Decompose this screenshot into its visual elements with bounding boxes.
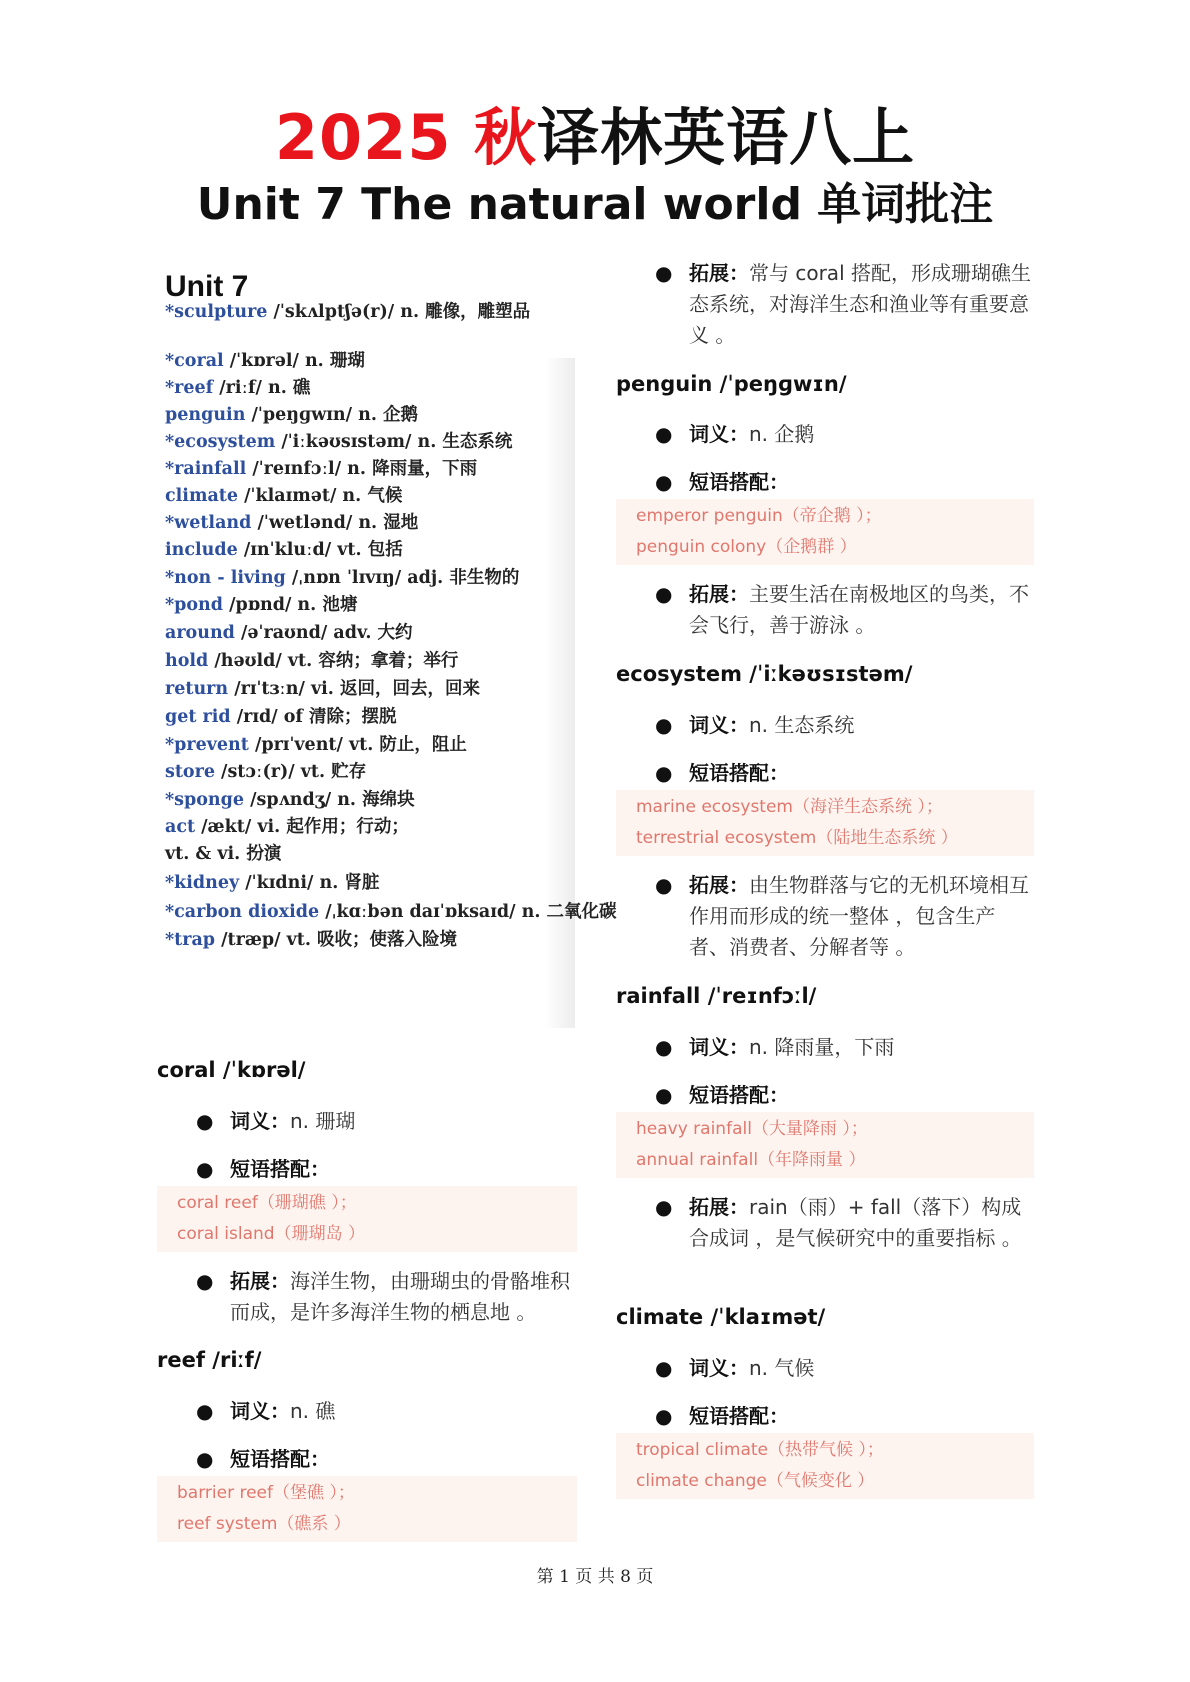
bullet-icon: ● bbox=[655, 873, 673, 897]
phrase: reef system（礁系 ） bbox=[177, 1514, 351, 1534]
meaning-reef: ● 词义：n. 礁 bbox=[230, 1396, 580, 1427]
scan-line: penguin /ˈpeŋɡwɪn/ n. 企鹅 bbox=[165, 405, 419, 425]
phrases-box-climate bbox=[616, 1433, 1034, 1499]
title-red-part: 2025 秋 bbox=[274, 101, 538, 174]
bullet-icon: ● bbox=[655, 761, 673, 785]
entry-head-rainfall: rainfall /ˈreɪnfɔːl/ bbox=[616, 984, 817, 1008]
phrases-box-reef bbox=[157, 1476, 577, 1542]
bullet-icon: ● bbox=[655, 582, 673, 606]
bullet-icon: ● bbox=[196, 1447, 214, 1471]
extend-ecosystem: ● 拓展：由生物群落与它的无机环境相互作用而形成的统一整体 ，包含生产者、消费者、分解者等 。 bbox=[689, 870, 1034, 963]
page-title bbox=[0, 88, 1190, 177]
bullet-icon: ● bbox=[655, 1404, 673, 1428]
phrases-label-penguin: ● 短语搭配： bbox=[689, 467, 1034, 498]
scan-line: *pond /pɒnd/ n. 池塘 bbox=[165, 595, 358, 615]
phrase: terrestrial ecosystem（陆地生态系统 ） bbox=[636, 828, 958, 848]
phrases-box-ecosystem bbox=[616, 790, 1034, 856]
bullet-icon: ● bbox=[196, 1157, 214, 1181]
phrases-label-coral: ● 短语搭配： bbox=[230, 1154, 580, 1185]
phrase: penguin colony（企鹅群 ） bbox=[636, 537, 857, 557]
entry-head-climate: climate /ˈklaɪmət/ bbox=[616, 1305, 826, 1329]
scan-line: around /əˈraʊnd/ adv. 大约 bbox=[165, 623, 413, 643]
scan-title: Unit 7 bbox=[165, 270, 249, 303]
phrases-label-reef: ● 短语搭配： bbox=[230, 1444, 580, 1475]
phrases-label-ecosystem: ● 短语搭配： bbox=[689, 758, 1034, 789]
page-subtitle: Unit 7 The natural world 单词批注 bbox=[196, 179, 994, 230]
phrases-box-penguin bbox=[616, 499, 1034, 565]
phrase: barrier reef（堡礁 ）； bbox=[177, 1483, 355, 1503]
scan-line: return /rɪˈtɜːn/ vi. 返回，回去，回来 bbox=[165, 679, 480, 699]
scan-line: store /stɔː(r)/ vt. 贮存 bbox=[165, 762, 367, 782]
bullet-icon: ● bbox=[196, 1109, 214, 1133]
extend-coral: ● 拓展：海洋生物，由珊瑚虫的骨骼堆积而成，是许多海洋生物的栖息地 。 bbox=[230, 1266, 580, 1328]
phrase: climate change（气候变化 ） bbox=[636, 1471, 875, 1491]
phrase: tropical climate（热带气候 ）； bbox=[636, 1440, 884, 1460]
bullet-icon: ● bbox=[655, 470, 673, 494]
scan-line: get rid /rɪd/ of 清除；摆脱 bbox=[165, 707, 397, 727]
phrases-box-rainfall bbox=[616, 1112, 1034, 1178]
scan-line: climate /ˈklaɪmət/ n. 气候 bbox=[165, 486, 403, 506]
scan-line: *reef /riːf/ n. 礁 bbox=[165, 378, 311, 398]
scan-line: *rainfall /ˈreɪnfɔːl/ n. 降雨量，下雨 bbox=[165, 459, 478, 479]
vocab-list-image bbox=[155, 258, 617, 1028]
bullet-icon: ● bbox=[655, 1356, 673, 1380]
entry-head-ecosystem: ecosystem /ˈiːkəʊsɪstəm/ bbox=[616, 662, 913, 686]
entry-head-coral: coral /ˈkɒrəl/ bbox=[157, 1058, 306, 1082]
meaning-climate: ● 词义：n. 气候 bbox=[689, 1353, 1034, 1384]
scan-line: *ecosystem /ˈiːkəʊsɪstəm/ n. 生态系统 bbox=[165, 432, 513, 452]
phrases-box-coral bbox=[157, 1186, 577, 1252]
phrase: emperor penguin（帝企鹅 ）； bbox=[636, 506, 882, 526]
scan-line: *coral /ˈkɒrəl/ n. 珊瑚 bbox=[165, 351, 365, 371]
phrase: marine ecosystem（海洋生态系统 ）； bbox=[636, 797, 943, 817]
bullet-icon: ● bbox=[655, 261, 673, 285]
bullet-icon: ● bbox=[655, 1195, 673, 1219]
meaning-penguin: ● 词义：n. 企鹅 bbox=[689, 419, 1034, 450]
scan-line: *sculpture /ˈskʌlptʃə(r)/ n. 雕像，雕塑品 bbox=[165, 302, 531, 322]
bullet-icon: ● bbox=[196, 1269, 214, 1293]
phrases-label-climate: ● 短语搭配： bbox=[689, 1401, 1034, 1432]
scan-line: vt. & vi. 扮演 bbox=[165, 844, 282, 864]
scan-line: *trap /træp/ vt. 吸收；使落入险境 bbox=[165, 930, 458, 950]
scan-line: hold /həʊld/ vt. 容纳；拿着；举行 bbox=[165, 651, 459, 671]
bullet-icon: ● bbox=[655, 1035, 673, 1059]
meaning-coral: ● 词义：n. 珊瑚 bbox=[230, 1106, 580, 1137]
bullet-icon: ● bbox=[655, 713, 673, 737]
phrases-label-rainfall: ● 短语搭配： bbox=[689, 1080, 1034, 1111]
extend-penguin: ● 拓展：主要生活在南极地区的鸟类，不会飞行，善于游泳 。 bbox=[689, 579, 1034, 641]
scan-line: *wetland /ˈwetlənd/ n. 湿地 bbox=[165, 513, 419, 533]
scan-line: *kidney /ˈkɪdni/ n. 肾脏 bbox=[165, 873, 380, 893]
scan-line: *sponge /spʌndʒ/ n. 海绵块 bbox=[165, 790, 415, 810]
page-footer: 第 1 页 共 8 页 bbox=[536, 1567, 654, 1587]
entry-head-penguin: penguin /ˈpeŋɡwɪn/ bbox=[616, 372, 847, 396]
entry-head-reef: reef /riːf/ bbox=[157, 1348, 262, 1372]
phrase: coral island（珊瑚岛 ） bbox=[177, 1224, 365, 1244]
meaning-ecosystem: ● 词义：n. 生态系统 bbox=[689, 710, 1034, 741]
extend-reef: ● 拓展：常与 coral 搭配，形成珊瑚礁生态系统，对海洋生态和渔业等有重要意义 。 bbox=[689, 258, 1034, 351]
bullet-icon: ● bbox=[655, 1083, 673, 1107]
title-black-part: 译林英语八上 bbox=[537, 101, 916, 174]
scan-line: *non - living /ˌnɒn ˈlɪvɪŋ/ adj. 非生物的 bbox=[165, 568, 520, 588]
phrase: coral reef（珊瑚礁 ）； bbox=[177, 1193, 357, 1213]
scan-line: act /ækt/ vi. 起作用；行动； bbox=[165, 817, 409, 837]
phrase: heavy rainfall（大量降雨 ）； bbox=[636, 1119, 868, 1139]
phrase: annual rainfall（年降雨量 ） bbox=[636, 1150, 866, 1170]
meaning-rainfall: ● 词义：n. 降雨量，下雨 bbox=[689, 1032, 1034, 1063]
scan-line: include /ɪnˈkluːd/ vt. 包括 bbox=[165, 540, 403, 560]
extend-rainfall: ● 拓展：rain（雨）+ fall（落下）构成合成词 ，是气候研究中的重要指标 。 bbox=[689, 1192, 1034, 1254]
scan-line: *carbon dioxide /ˌkɑːbən daɪˈɒksaɪd/ n. 二氧化碳 bbox=[165, 902, 617, 922]
bullet-icon: ● bbox=[655, 422, 673, 446]
scan-line: *prevent /prɪˈvent/ vt. 防止，阻止 bbox=[165, 735, 467, 755]
bullet-icon: ● bbox=[196, 1399, 214, 1423]
